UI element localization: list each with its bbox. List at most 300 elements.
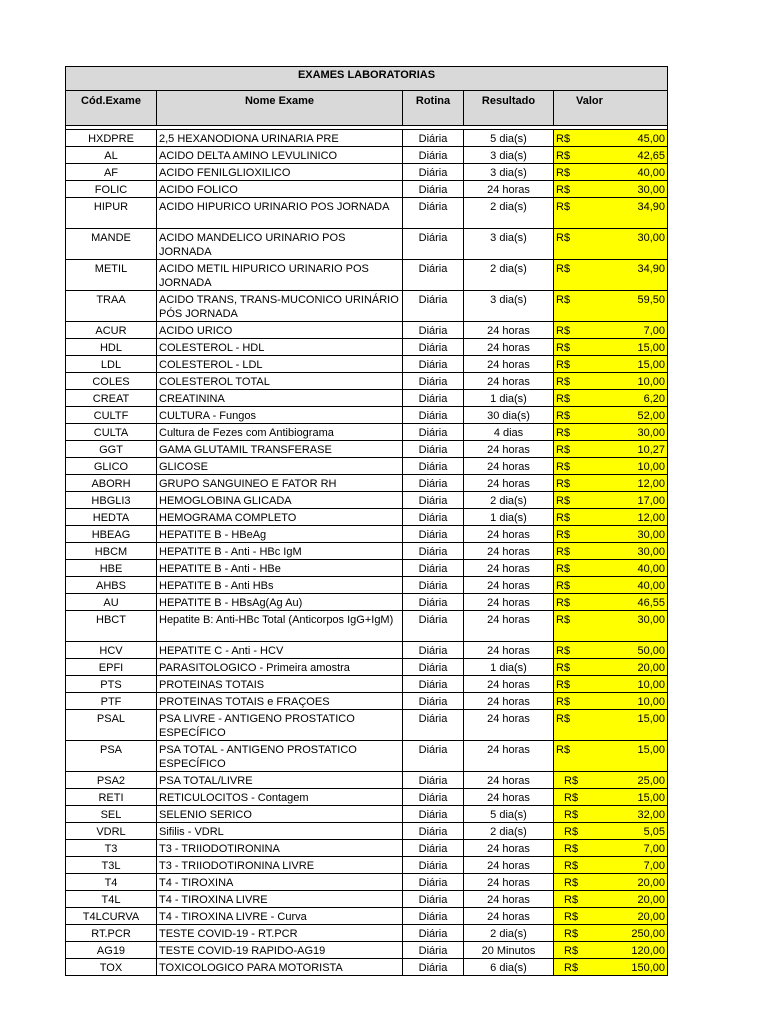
exam-code: T3 [66,840,157,857]
exam-routine: Diária [403,611,464,642]
exam-name: T4 - TIROXINA LIVRE [157,891,403,908]
exam-result-time: 24 horas [464,543,554,560]
exam-price [554,772,668,789]
exam-code: HBGLI3 [66,492,157,509]
exam-name: ACIDO MANDELICO URINARIO POS JORNADA [157,229,403,260]
price-amount: 34,90 [637,201,665,213]
exam-code: PSA [66,741,157,772]
exam-code: CULTF [66,407,157,424]
price-amount: 40,00 [637,580,665,592]
currency-symbol: R$ [556,461,571,473]
currency-symbol: R$ [564,877,579,889]
exam-price [554,611,668,642]
price-amount: 30,00 [637,232,665,244]
exam-code: HBCT [66,611,157,642]
price-amount: 20,00 [637,877,665,889]
table-row [66,857,668,874]
exam-result-time: 24 horas [464,874,554,891]
table-row [66,322,668,339]
exam-routine: Diária [403,772,464,789]
currency-symbol: R$ [556,662,571,674]
exam-routine: Diária [403,857,464,874]
exam-name: 2,5 HEXANODIONA URINARIA PRE [157,130,403,147]
exam-price [554,130,668,147]
exam-result-time: 24 horas [464,693,554,710]
exam-price [554,642,668,659]
exam-name: PROTEINAS TOTAIS [157,676,403,693]
price-amount: 5,05 [643,826,665,838]
exam-code: RETI [66,789,157,806]
price-amount: 32,00 [637,809,665,821]
exam-price [554,710,668,741]
currency-symbol: R$ [564,826,579,838]
exam-name: CULTURA - Fungos [157,407,403,424]
exam-routine: Diária [403,164,464,181]
exam-result-time: 24 horas [464,857,554,874]
currency-symbol: R$ [556,645,571,657]
currency-symbol: R$ [556,478,571,490]
price-amount: 17,00 [637,495,665,507]
price-amount: 20,00 [637,894,665,906]
exam-result-time: 3 dia(s) [464,147,554,164]
table-row [66,693,668,710]
exam-routine: Diária [403,147,464,164]
exam-routine: Diária [403,806,464,823]
exam-routine: Diária [403,577,464,594]
exam-name: T4 - TIROXINA [157,874,403,891]
exam-name: TESTE COVID-19 RAPIDO-AG19 [157,942,403,959]
exam-price [554,942,668,959]
currency-symbol: R$ [556,546,571,558]
table-row [66,424,668,441]
exam-name: T4 - TIROXINA LIVRE - Curva [157,908,403,925]
exam-routine: Diária [403,676,464,693]
exam-result-time: 1 dia(s) [464,659,554,676]
exam-code: GLICO [66,458,157,475]
price-amount: 42,65 [637,150,665,162]
exam-result-time: 24 horas [464,741,554,772]
currency-symbol: R$ [556,696,571,708]
exam-rows-group-a [66,130,668,772]
table-row [66,441,668,458]
exam-price [554,373,668,390]
price-amount: 10,00 [637,376,665,388]
exam-name: HEMOGLOBINA GLICADA [157,492,403,509]
exam-routine: Diária [403,424,464,441]
exam-price [554,560,668,577]
price-amount: 20,00 [637,911,665,923]
exam-price [554,908,668,925]
exam-routine: Diária [403,475,464,492]
header-name: Nome Exame [157,91,403,126]
exam-name: ACIDO METIL HIPURICO URINARIO POS JORNADA [157,260,403,291]
exam-name: HEPATITE C - Anti - HCV [157,642,403,659]
price-amount: 52,00 [637,410,665,422]
exam-result-time: 20 Minutos [464,942,554,959]
exam-table [65,66,668,976]
exam-result-time: 24 horas [464,441,554,458]
exam-code: CULTA [66,424,157,441]
exam-result-time: 24 horas [464,710,554,741]
exam-result-time: 24 horas [464,560,554,577]
exam-price [554,741,668,772]
exam-name: T3 - TRIIODOTIRONINA [157,840,403,857]
price-amount: 50,00 [637,645,665,657]
exam-routine: Diária [403,390,464,407]
currency-symbol: R$ [556,744,571,756]
currency-symbol: R$ [556,529,571,541]
table-row [66,229,668,260]
currency-symbol: R$ [564,792,579,804]
exam-code: PSA2 [66,772,157,789]
exam-routine: Diária [403,560,464,577]
table-row [66,772,668,789]
price-amount: 10,27 [637,444,665,456]
table-row [66,594,668,611]
exam-routine: Diária [403,130,464,147]
exam-code: CREAT [66,390,157,407]
table-row [66,373,668,390]
exam-result-time: 24 horas [464,772,554,789]
exam-routine: Diária [403,339,464,356]
currency-symbol: R$ [556,232,571,244]
currency-symbol: R$ [564,809,579,821]
exam-price [554,509,668,526]
exam-price [554,577,668,594]
exam-price [554,492,668,509]
exam-price [554,229,668,260]
table-row [66,925,668,942]
price-amount: 30,00 [637,529,665,541]
exam-routine: Diária [403,229,464,260]
exam-routine: Diária [403,642,464,659]
currency-symbol: R$ [564,962,579,974]
exam-name: TESTE COVID-19 - RT.PCR [157,925,403,942]
exam-result-time: 4 dias [464,424,554,441]
exam-price [554,390,668,407]
table-row [66,577,668,594]
table-row [66,789,668,806]
exam-result-time: 24 horas [464,526,554,543]
header-result: Resultado [464,91,554,126]
exam-price [554,147,668,164]
exam-name: PSA LIVRE - ANTIGENO PROSTATICO ESPECÍFICO [157,710,403,741]
price-amount: 46,55 [637,597,665,609]
currency-symbol: R$ [564,894,579,906]
exam-routine: Diária [403,891,464,908]
exam-name: GLICOSE [157,458,403,475]
exam-price [554,874,668,891]
exam-code: PTF [66,693,157,710]
price-amount: 20,00 [637,662,665,674]
table-row [66,390,668,407]
currency-symbol: R$ [556,713,571,725]
currency-symbol: R$ [564,945,579,957]
exam-name: GRUPO SANGUINEO E FATOR RH [157,475,403,492]
currency-symbol: R$ [556,580,571,592]
currency-symbol: R$ [556,679,571,691]
exam-routine: Diária [403,693,464,710]
exam-result-time: 6 dia(s) [464,959,554,976]
currency-symbol: R$ [556,342,571,354]
currency-symbol: R$ [556,359,571,371]
exam-result-time: 5 dia(s) [464,130,554,147]
currency-symbol: R$ [556,325,571,337]
table-row [66,198,668,229]
price-amount: 120,00 [631,945,665,957]
exam-code: AU [66,594,157,611]
exam-result-time: 24 horas [464,356,554,373]
currency-symbol: R$ [556,614,571,626]
exam-code: T4L [66,891,157,908]
exam-name: HEPATITE B - Anti - HBe [157,560,403,577]
exam-price [554,891,668,908]
exam-price [554,676,668,693]
exam-code: VDRL [66,823,157,840]
table-title: EXAMES LABORATORIAS [66,67,668,91]
exam-price [554,475,668,492]
exam-result-time: 24 horas [464,373,554,390]
exam-result-time: 2 dia(s) [464,492,554,509]
exam-code: HBEAG [66,526,157,543]
table-row [66,823,668,840]
currency-symbol: R$ [556,376,571,388]
exam-price [554,424,668,441]
exam-result-time: 2 dia(s) [464,198,554,229]
exam-name: SELENIO SERICO [157,806,403,823]
exam-code: COLES [66,373,157,390]
exam-result-time: 1 dia(s) [464,509,554,526]
currency-symbol: R$ [556,393,571,405]
currency-symbol: R$ [556,597,571,609]
exam-name: PARASITOLOGICO - Primeira amostra [157,659,403,676]
exam-result-time: 24 horas [464,891,554,908]
currency-symbol: R$ [556,563,571,575]
exam-result-time: 24 horas [464,475,554,492]
exam-routine: Diária [403,526,464,543]
price-amount: 30,00 [637,614,665,626]
exam-result-time: 24 horas [464,594,554,611]
exam-result-time: 2 dia(s) [464,260,554,291]
price-amount: 15,00 [637,713,665,725]
exam-code: AL [66,147,157,164]
table-row [66,458,668,475]
exam-result-time: 24 horas [464,676,554,693]
exam-code: METIL [66,260,157,291]
exam-name: ACIDO HIPURICO URINARIO POS JORNADA [157,198,403,229]
table-row [66,526,668,543]
exam-routine: Diária [403,291,464,322]
table-row [66,874,668,891]
exam-routine: Diária [403,356,464,373]
exam-price [554,322,668,339]
price-amount: 15,00 [637,342,665,354]
exam-code: TOX [66,959,157,976]
exam-price [554,806,668,823]
currency-symbol: R$ [556,184,571,196]
price-amount: 30,00 [637,184,665,196]
exam-routine: Diária [403,198,464,229]
exam-name: COLESTEROL - LDL [157,356,403,373]
exam-name: COLESTEROL TOTAL [157,373,403,390]
exam-code: HDL [66,339,157,356]
table-row [66,130,668,147]
exam-name: HEMOGRAMA COMPLETO [157,509,403,526]
exam-name: COLESTEROL - HDL [157,339,403,356]
exam-result-time: 30 dia(s) [464,407,554,424]
exam-result-time: 24 horas [464,908,554,925]
price-amount: 10,00 [637,461,665,473]
exam-result-time: 24 horas [464,339,554,356]
exam-code: ACUR [66,322,157,339]
exam-name: HEPATITE B - Anti - HBc IgM [157,543,403,560]
exam-name: Hepatite B: Anti-HBc Total (Anticorpos IgG+IgM) [157,611,403,642]
price-amount: 45,00 [637,133,665,145]
exam-price [554,198,668,229]
table-row [66,741,668,772]
exam-code: MANDE [66,229,157,260]
exam-result-time: 5 dia(s) [464,806,554,823]
exam-name: PSA TOTAL - ANTIGENO PROSTATICO ESPECÍFICO [157,741,403,772]
exam-price [554,594,668,611]
table-row [66,560,668,577]
exam-name: Sifilis - VDRL [157,823,403,840]
currency-symbol: R$ [556,167,571,179]
table-row [66,710,668,741]
exam-routine: Diária [403,441,464,458]
exam-result-time: 24 horas [464,611,554,642]
exam-price [554,164,668,181]
table-row [66,676,668,693]
table-row [66,407,668,424]
table-row [66,181,668,198]
exam-price [554,339,668,356]
exam-routine: Diária [403,942,464,959]
price-amount: 40,00 [637,563,665,575]
exam-routine: Diária [403,458,464,475]
exam-routine: Diária [403,492,464,509]
exam-price [554,840,668,857]
currency-symbol: R$ [556,294,571,306]
exam-routine: Diária [403,908,464,925]
table-row [66,891,668,908]
exam-name: CREATININA [157,390,403,407]
currency-symbol: R$ [556,444,571,456]
exam-routine: Diária [403,322,464,339]
exam-result-time: 24 horas [464,789,554,806]
exam-code: AG19 [66,942,157,959]
exam-code: PSAL [66,710,157,741]
exam-result-time: 24 horas [464,577,554,594]
exam-name: ACIDO FOLICO [157,181,403,198]
price-amount: 7,00 [643,860,665,872]
currency-symbol: R$ [564,843,579,855]
exam-routine: Diária [403,741,464,772]
price-amount: 250,00 [631,928,665,940]
table-row [66,291,668,322]
currency-symbol: R$ [564,860,579,872]
exam-routine: Diária [403,959,464,976]
exam-rows-group-b [66,772,668,976]
exam-routine: Diária [403,659,464,676]
exam-routine: Diária [403,407,464,424]
exam-result-time: 2 dia(s) [464,823,554,840]
price-amount: 6,20 [643,393,665,405]
exam-price-sheet [65,66,667,976]
exam-routine: Diária [403,181,464,198]
price-amount: 15,00 [637,744,665,756]
currency-symbol: R$ [556,201,571,213]
price-amount: 30,00 [637,427,665,439]
exam-name: Cultura de Fezes com Antibiograma [157,424,403,441]
header-value: Valor [554,91,668,126]
exam-name: ACIDO FENILGLIOXILICO [157,164,403,181]
exam-code: FOLIC [66,181,157,198]
price-amount: 34,90 [637,263,665,275]
exam-routine: Diária [403,373,464,390]
price-amount: 15,00 [637,792,665,804]
table-row [66,642,668,659]
price-amount: 15,00 [637,359,665,371]
exam-name: ACIDO TRANS, TRANS-MUCONICO URINÁRIO PÓS JORNADA [157,291,403,322]
currency-symbol: R$ [564,928,579,940]
exam-code: ABORH [66,475,157,492]
price-amount: 25,00 [637,775,665,787]
exam-name: HEPATITE B - HBsAg(Ag Au) [157,594,403,611]
exam-result-time: 24 horas [464,181,554,198]
exam-price [554,441,668,458]
currency-symbol: R$ [556,495,571,507]
exam-price [554,181,668,198]
exam-routine: Diária [403,925,464,942]
table-row [66,840,668,857]
exam-code: AF [66,164,157,181]
currency-symbol: R$ [556,512,571,524]
currency-symbol: R$ [556,133,571,145]
price-amount: 12,00 [637,512,665,524]
exam-code: SEL [66,806,157,823]
table-row [66,260,668,291]
exam-price [554,526,668,543]
price-amount: 30,00 [637,546,665,558]
table-row [66,959,668,976]
exam-routine: Diária [403,594,464,611]
table-row [66,356,668,373]
exam-result-time: 3 dia(s) [464,164,554,181]
price-amount: 10,00 [637,696,665,708]
exam-code: RT.PCR [66,925,157,942]
exam-result-time: 2 dia(s) [464,925,554,942]
exam-price [554,959,668,976]
exam-name: HEPATITE B - Anti HBs [157,577,403,594]
price-amount: 10,00 [637,679,665,691]
exam-price [554,693,668,710]
exam-name: PSA TOTAL/LIVRE [157,772,403,789]
exam-name: PROTEINAS TOTAIS e FRAÇOES [157,693,403,710]
table-row [66,339,668,356]
exam-code: T4 [66,874,157,891]
exam-code: HIPUR [66,198,157,229]
exam-price [554,857,668,874]
exam-routine: Diária [403,840,464,857]
table-row [66,475,668,492]
table-row [66,509,668,526]
price-amount: 59,50 [637,294,665,306]
exam-price [554,407,668,424]
exam-code: T3L [66,857,157,874]
exam-price [554,659,668,676]
table-row [66,908,668,925]
